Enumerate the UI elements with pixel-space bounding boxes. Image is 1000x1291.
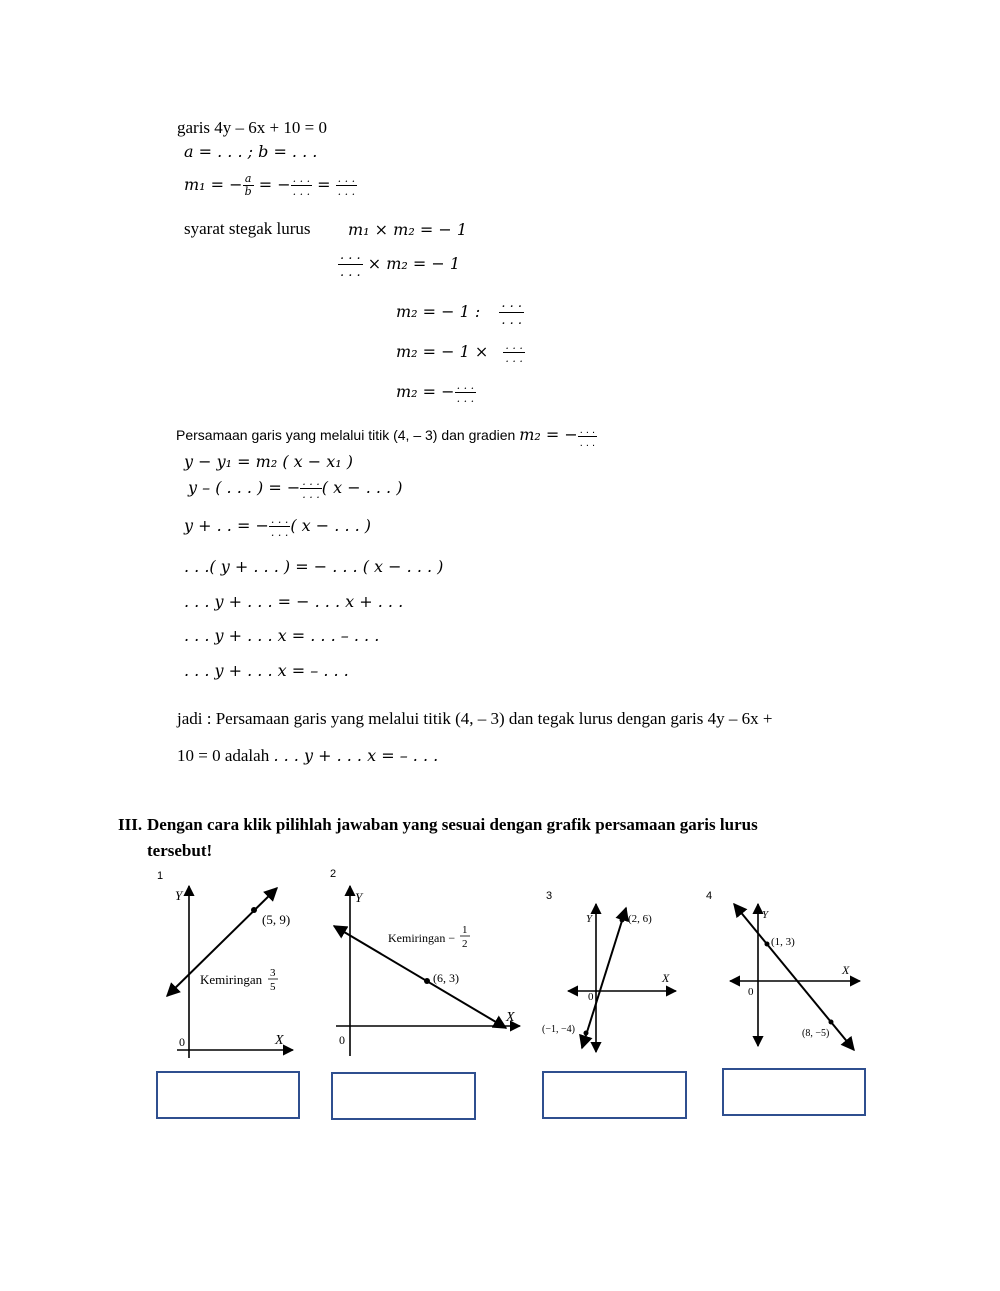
point-slope-step-4: . . . y + . . . = − . . . x + . . . [184,592,404,611]
blank-fraction: $\frac{. . .}{. . .}$ [270,513,289,539]
y-axis-label: Y [355,890,363,905]
step-1: $\frac{. . .}{. . .}$ × m₂ = − 1 [340,248,461,280]
answer-box-1[interactable] [156,1071,300,1119]
perpendicular-condition-label: syarat stegak lurus [184,219,311,238]
blank-fraction: $\frac{. . .}{. . .}$ [579,424,596,449]
point-slope-step-2: y + . . = − $\frac{. . .}{. . .}$ ( x − . . . ) [184,513,372,539]
answer-box-4[interactable] [722,1068,866,1116]
m1-mid: = − [253,175,291,194]
graph-3-number: 3 [546,890,553,902]
blank-fraction: $\frac{. . .}{. . .}$ [505,339,523,365]
section-title-line-2: tersebut! [147,841,213,860]
point-a-label: (2, 6) [628,913,652,925]
point-a-label: (1, 3) [771,936,795,948]
conclusion-line-1: jadi : Persamaan garis yang melalui titik (4, – 3) dan tegak lurus dengan garis 4y – 6x + [177,709,773,728]
point-marker [251,907,257,913]
graph-2-number: 2 [330,868,337,880]
slope-label: Kemiringan − [388,931,456,945]
slope-denominator: 5 [270,981,276,993]
perpendicular-condition-eq: m₁ × m₂ = − 1 [348,220,467,239]
blank-fraction: $\frac{. . .}{. . .}$ [340,248,361,280]
y-axis-label: Y [762,909,769,921]
point-slope-step-3: . . .( y + . . . ) = − . . . ( x − . . . ) [184,557,444,576]
x-axis-label: X [662,971,670,985]
m1-prefix: m₁ = − [184,175,243,194]
point-b-label: (8, −5) [802,1028,830,1039]
step-2: m₂ = − 1 : $\frac{. . .}{. . .}$ [396,296,523,328]
graph-1 [155,878,305,1063]
slope-denominator: 2 [462,938,468,950]
origin-label: 0 [179,1035,185,1049]
blank-fraction: $\frac{. . .}{. . .}$ [456,379,475,405]
point-label: (6, 3) [433,971,459,985]
point-marker-b [584,1031,589,1036]
graph-4-number: 4 [706,890,713,902]
origin-label: 0 [748,986,754,998]
graph-2 [330,878,525,1063]
point-slope-step-1: y – ( . . . ) = − $\frac{. . .}{. . .}$ ( x − . . . ) [188,475,403,501]
slope-numerator: 3 [270,967,276,979]
line-plot [582,908,626,1048]
point-slope-formula: y − y₁ = m₂ ( x − x₁ ) [184,452,354,471]
y-axis-label: Y [175,888,183,903]
blank-fraction: $\frac{. . .}{. . .}$ [302,475,320,501]
point-marker [424,978,430,984]
conclusion-line-2: 10 = 0 adalah . . . y + . . . x = – . . . [177,746,439,765]
point-marker-b [829,1020,834,1025]
blank-fraction: $\frac{. . .}{. . .}$ [292,172,311,198]
point-slope-step-6: . . . y + . . . x = – . . . [184,661,349,680]
x-axis-label: X [275,1033,284,1048]
point-label: (5, 9) [262,912,291,927]
step-4: m₂ = − $\frac{. . .}{. . .}$ [396,379,475,405]
a-over-b: $\frac{a}{b}$ [244,172,252,198]
slope-label: Kemiringan [200,972,263,987]
section-title-line-1: Dengan cara klik pilihlah jawaban yang sesuai dengan grafik persamaan garis lurus [147,815,758,834]
line-equation-intro: Persamaan garis yang melalui titik (4, – 3) dan gradien m₂ = − $\frac{. . .}{. . .}$ [176,424,596,449]
blank-fraction: $\frac{. . .}{. . .}$ [501,296,523,328]
coefficients-line: a = . . . ; b = . . . [184,142,318,161]
origin-label: 0 [339,1033,345,1047]
answer-box-2[interactable] [331,1072,476,1120]
x-axis-label: X [842,963,850,977]
section-number: III. [118,815,143,834]
graph-4 [722,898,867,1058]
x-axis-label: X [506,1010,515,1025]
step-3: m₂ = − 1 × $\frac{. . .}{. . .}$ [396,339,523,365]
point-slope-step-5: . . . y + . . . x = . . . – . . . [184,626,380,645]
line-plot [734,904,854,1050]
y-axis-label: Y [586,913,593,925]
line-equation: garis 4y – 6x + 10 = 0 [177,118,327,137]
point-b-label: (−1, −4) [542,1024,575,1035]
gradient-m1-line: m₁ = − $\frac{a}{b}$ = − $\frac{. . .}{. . .}$ = $\frac{. . .}{. . .}$ [184,172,356,198]
origin-label: 0 [588,991,594,1003]
answer-box-3[interactable] [542,1071,687,1119]
graph-1-number: 1 [157,870,164,882]
graph-3 [538,898,688,1058]
blank-fraction: $\frac{. . .}{. . .}$ [337,172,356,198]
slope-numerator: 1 [462,924,468,936]
point-marker-a [620,918,625,923]
point-marker-a [765,942,770,947]
